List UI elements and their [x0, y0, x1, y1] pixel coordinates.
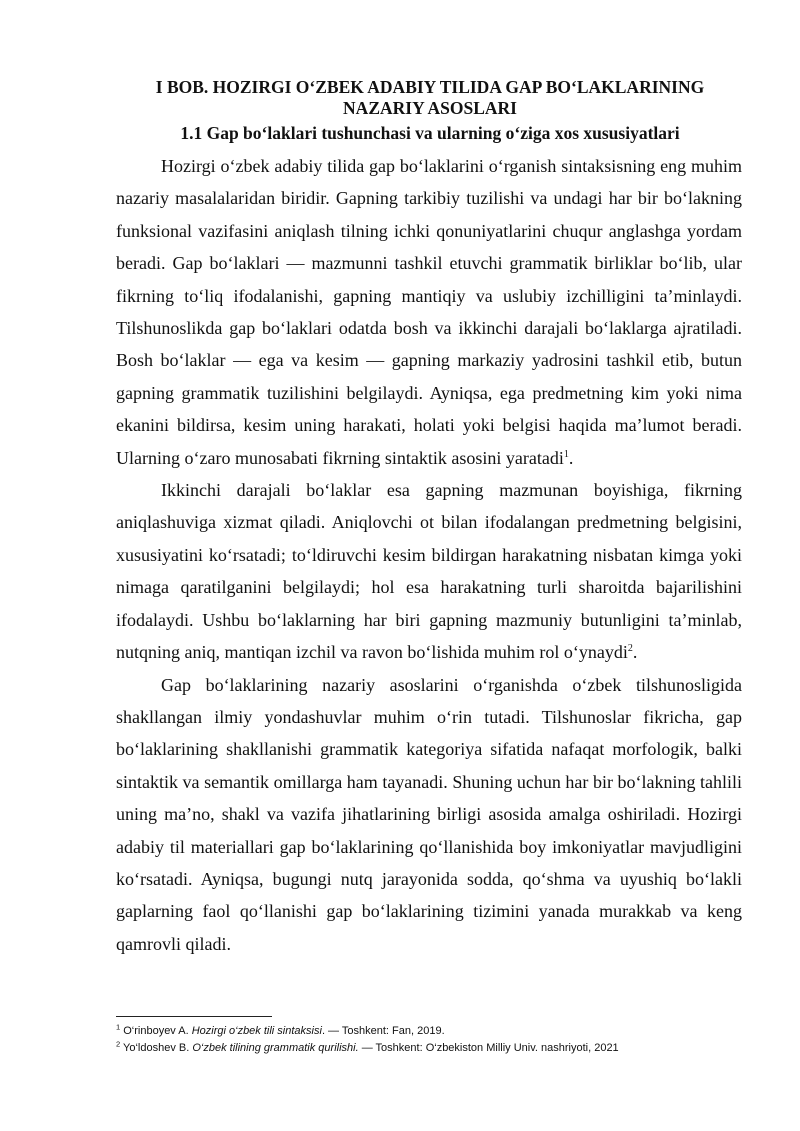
body-text [116, 150, 742, 960]
paragraph-2 [116, 474, 742, 668]
chapter-title-line-1: I BOB. HOZIRGI O‘ZBEK ADABIY TILIDA GAP BO‘LAKLARINING [155, 77, 705, 97]
footnotes [116, 1023, 756, 1057]
chapter-title-line-2: NAZARIY ASOSLARI [343, 98, 517, 118]
footnote-ref-1[interactable]: 1 [563, 448, 569, 460]
footnote-publication: — Toshkent: O‘zbekiston Milliy Univ. nashriyoti, 2021 [358, 1042, 619, 1054]
footnote-1 [116, 1023, 756, 1040]
footnote-title: Hozirgi o‘zbek tili sintaksisi [191, 1025, 322, 1037]
footnote-publication: . — Toshkent: Fan, 2019. [321, 1025, 445, 1037]
footnote-title: O‘zbek tilining grammatik qurilishi. [192, 1042, 359, 1054]
paragraph-1 [116, 150, 742, 474]
footnote-number: 1 [116, 1022, 121, 1032]
footnote-ref-2[interactable]: 2 [627, 643, 633, 655]
footnote-author: O‘rinboyev A. [123, 1025, 189, 1037]
section-heading: 1.1 Gap bo‘laklari tushunchasi va ularning o‘ziga xos xususiyatlari [180, 123, 680, 143]
paragraph-text: Ikkinchi darajali bo‘laklar esa gapning mazmunan boyishiga, fikrning aniqlashuviga xizmat qiladi. Aniqlovchi ot bilan ifodalangan predmetning belgisini, xususiyatini ko‘rsatadi; to‘ldiruvchi kesim bildirgan harakatning nisbatan kimga yoki nimaga qaratilganini belgilaydi; hol esa harakatning turli sharoitda bajarilishini ifodalaydi. Ushbu bo‘laklarning har biri gapning mazmuniy butunligini ta’minlab, nutqning aniq, mantiqan izchil va ravon bo‘lishida muhim rol o‘ynaydi [116, 480, 742, 663]
footnote-separator [116, 1016, 272, 1017]
paragraph-text: Hozirgi o‘zbek adabiy tilida gap bo‘laklarini o‘rganish sintaksisning eng muhim nazariy masalalaridan biridir. Gapning tarkibiy tuzilishi va undagi har bir bo‘lakning funksional vazifasini aniqlash tilning ichki qonuniyatlarini chuqur anglashga yordam beradi. Gap bo‘laklari — mazmunni tashkil etuvchi grammatik birliklar bo‘lib, ular fikrning to‘liq ifodalanishi, gapning mantiqiy va uslubiy izchilligini ta’minlaydi. Tilshunoslikda gap bo‘laklari odatda bosh va ikkinchi darajali bo‘laklarga ajratiladi. Bosh bo‘laklar — ega va kesim — gapning markaziy yadrosini tashkil etib, butun gapning grammatik tuzilishini belgilaydi. Ayniqsa, ega predmetning kim yoki nima ekanini bildirsa, kesim uning harakati, holati yoki belgisi haqida ma’lumot beradi. Ularning o‘zaro munosabati fikrning sintaktik asosini yaratadi [116, 156, 742, 468]
footnote-2 [116, 1040, 756, 1057]
paragraph-text: Gap bo‘laklarining nazariy asoslarini o‘rganishda o‘zbek tilshunosligida shakllangan ilmiy yondashuvlar muhim o‘rin tutadi. Tilshunoslar fikricha, gap bo‘laklarining shakllanishi grammatik kategoriya sifatida nafaqat morfologik, balki sintaktik va semantik omillarga ham tayanadi. Shuning uchun har bir bo‘lakning tahlili uning ma’no, shakl va vazifa jihatlarining birligi asosida amalga oshiriladi. Hozirgi adabiy til materiallari gap bo‘laklarining qo‘llanishida boy imkoniyatlar mavjudligini ko‘rsatadi. Ayniqsa, bugungi nutq jarayonida sodda, qo‘shma va uyushiq bo‘lakli gaplarning faol qo‘llanishi gap bo‘laklarining tizimini yanada murakkab va keng qamrovli qiladi. [116, 674, 742, 954]
footnote-number: 2 [116, 1039, 121, 1049]
paragraph-3 [116, 669, 742, 961]
footnote-author: Yo‘ldoshev B. [123, 1042, 190, 1054]
paragraph-end: . [568, 447, 574, 468]
paragraph-end: . [632, 642, 638, 663]
